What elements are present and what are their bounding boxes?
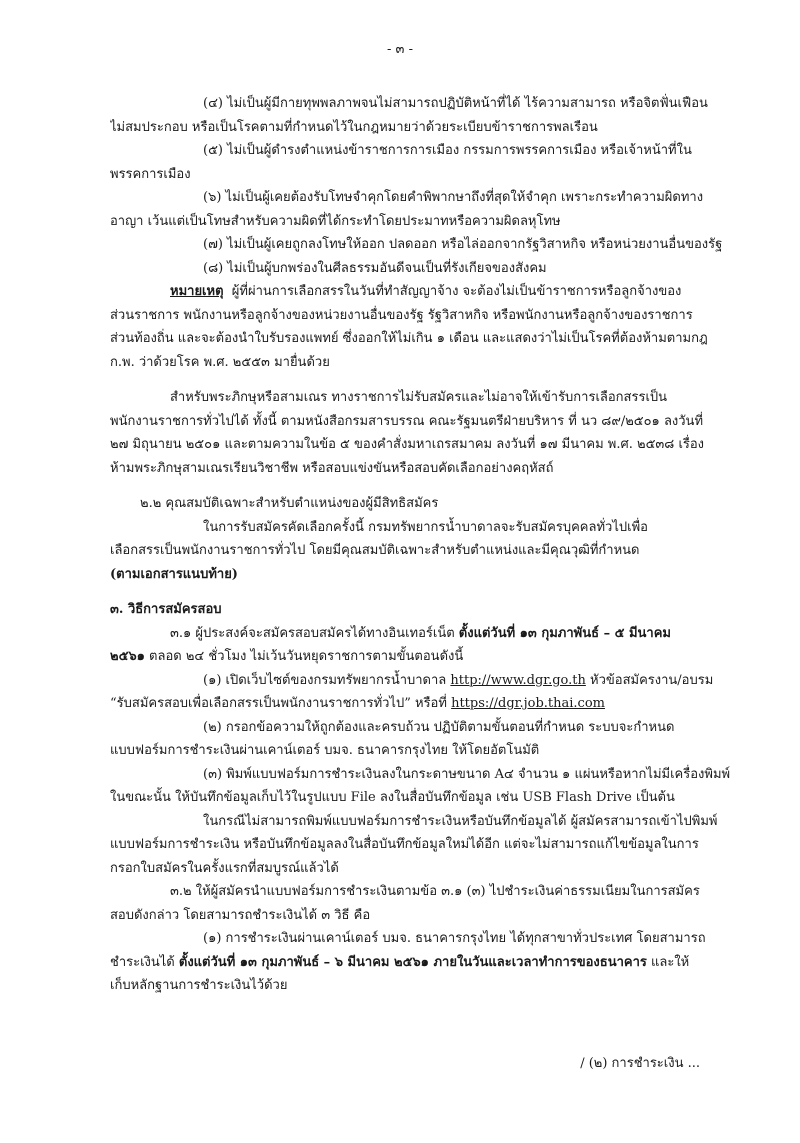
- case-line-2: แบบฟอร์มการชำระเงิน หรือบันทึกข้อมูลลงในสื่อบันทึกข้อมูลใหม่ได้อีก แต่จะไม่สามารถแก้ไขข้อมูลในการ: [110, 837, 699, 852]
- section-2-2-line-1: ในการรับสมัครคัดเลือกครั้งนี้ กรมทรัพยากรน้ำบาดาลจะรับสมัครบุคคลทั่วไปเพื่อ: [203, 519, 648, 535]
- case-line-3: กรอกใบสมัครในครั้งแรกที่สมบูรณ์แล้วได้: [110, 860, 339, 876]
- remark-line-4: ก.พ. ว่าด้วยโรค พ.ศ. ๒๕๕๓ มายื่นด้วย: [110, 354, 330, 370]
- item-7: (๗) ไม่เป็นผู้เคยถูกลงโทษให้ออก ปลดออก หรือไล่ออกจากรัฐวิสาหกิจ หรือหน่วยงานอื่นของรัฐ: [203, 237, 723, 252]
- payment-1-line-2: [110, 951, 740, 975]
- remark-line-1: [110, 280, 740, 304]
- monks-line-3: ๒๗ มิถุนายน ๒๕๐๑ และตามความในข้อ ๕ ของคำสั่งมหาเถรสมาคม ลงวันที่ ๑๗ มีนาคม พ.ศ. ๒๕๓๘ เรื่อง: [110, 437, 705, 452]
- remark-line-2: ส่วนราชการ พนักงานหรือลูกจ้างของหน่วยงานอื่นของรัฐ รัฐวิสาหกิจ หรือพนักงานหรือลูกจ้างของราชการ: [110, 307, 693, 323]
- payment-1-prefix: ชำระเงินได้: [110, 954, 179, 970]
- section-3-1-dates: ตั้งแต่วันที่ ๑๓ กุมภาพันธ์ – ๕ มีนาคม: [458, 625, 671, 641]
- step-3-line-2: ในขณะนั้น ให้บันทึกข้อมูลเก็บไว้ในรูปแบบ File ลงในสื่อบันทึกข้อมูล เช่น USB Flash Drive เป็นต้น: [110, 790, 675, 805]
- document-body: [110, 92, 740, 998]
- step-2-line-2: แบบฟอร์มการชำระเงินผ่านเคาน์เตอร์ บมจ. ธนาคารกรุงไทย ให้โดยอัตโนมัติ: [110, 743, 540, 758]
- remark-label: หมายเหตุ: [170, 284, 224, 299]
- monks-line-1: สำหรับพระภิกษุหรือสามเณร ทางราชการไม่รับสมัครและไม่อาจให้เข้ารับการเลือกสรรเป็น: [170, 390, 668, 405]
- item-5-line-1: (๕) ไม่เป็นผู้ดำรงตำแหน่งข้าราชการการเมือง กรรมการพรรคการเมือง หรือเจ้าหน้าที่ใน: [203, 143, 692, 158]
- step-2-line-1: (๒) กรอกข้อความให้ถูกต้องและครบถ้วน ปฏิบัติตามขั้นตอนที่กำหนด ระบบจะกำหนด: [203, 719, 675, 735]
- section-3-1-text: ๓.๑ ผู้ประสงค์จะสมัครสอบสมัครได้ทางอินเทอร์เน็ต: [170, 625, 459, 641]
- payment-1-dates: ตั้งแต่วันที่ ๑๓ กุมภาพันธ์ – ๖ มีนาคม ๒๕๖๑ ภายในวันและเวลาทำการของธนาคาร: [178, 954, 647, 970]
- step-1-line-1: [110, 669, 740, 693]
- section-2-2-line-2: เลือกสรรเป็นพนักงานราชการทั่วไป โดยมีคุณสมบัติเฉพาะสำหรับตำแหน่งและมีคุณวุฒิที่กำหนด: [110, 543, 640, 558]
- section-3-1-rest: ตลอด ๒๔ ชั่วโมง ไม่เว้นวันหยุดราชการตามขั้นตอนดังนี้: [144, 649, 464, 664]
- section-2-2-line-3: (ตามเอกสารแนบท้าย): [110, 566, 238, 582]
- step-1-menu-text: “รับสมัครสอบเพื่อเลือกสรรเป็นพนักงานราชการทั่วไป” หรือที่: [110, 696, 452, 711]
- step-1-text: (๑) เปิดเว็บไซต์ของกรมทรัพยากรน้ำบาดาล: [203, 672, 451, 688]
- section-3-1-line-2: [110, 645, 740, 669]
- item-4-line-2: ไม่สมประกอบ หรือเป็นโรคตามที่กำหนดไว้ในกฎหมายว่าด้วยระเบียบข้าราชการพลเรือน: [110, 119, 598, 135]
- step-3-line-1: (๓) พิมพ์แบบฟอร์มการชำระเงินลงในกระดาษขนาด A๔ จำนวน ๑ แผ่นหรือหากไม่มีเครื่องพิมพ์: [203, 766, 731, 782]
- item-5-line-2: พรรคการเมือง: [110, 166, 191, 182]
- monks-line-2: พนักงานราชการทั่วไปได้ ทั้งนี้ ตามหนังสือกรมสารบรรณ คณะรัฐมนตรีฝ่ายบริหาร ที่ นว ๘๙/๒๕๐๑ ลงวันที่: [110, 413, 704, 429]
- section-3-heading: ๓. วิธีการสมัครสอบ: [110, 602, 222, 617]
- item-4-line-1: (๔) ไม่เป็นผู้มีกายทุพพลภาพจนไม่สามารถปฏิบัติหน้าที่ได้ ไร้ความสามารถ หรือจิตฟั่นเฟือน: [203, 96, 708, 111]
- dgr-website-link[interactable]: http://www.dgr.go.th: [450, 672, 586, 688]
- monks-line-4: ห้ามพระภิกษุสามเณรเรียนวิชาชีพ หรือสอบแข่งขันหรือสอบคัดเลือกอย่างคฤหัสถ์: [110, 460, 554, 476]
- section-3-2-line-2: สอบดังกล่าว โดยสามารถชำระเงินได้ ๓ วิธี คือ: [110, 907, 371, 923]
- item-8: (๘) ไม่เป็นผู้บกพร่องในศีลธรรมอันดีจนเป็นที่รังเกียจของสังคม: [203, 260, 547, 276]
- continuation-note: / (๒) การชำระเงิน ...: [580, 1056, 700, 1071]
- step-1-line-2: [110, 692, 740, 716]
- remark-line-3: ส่วนท้องถิ่น และจะต้องนำใบรับรองแพทย์ ซึ่งออกให้ไม่เกิน ๑ เดือน และแสดงว่าไม่เป็นโรคที่ต้องห้ามตามกฎ: [110, 331, 708, 346]
- payment-1-line-3: เก็บหลักฐานการชำระเงินไว้ด้วย: [110, 978, 288, 993]
- step-1-topic: หัวข้อสมัครงาน/อบรม: [585, 672, 714, 688]
- page-number: - ๓ -: [387, 42, 413, 57]
- job-website-link[interactable]: https://dgr.job.thai.com: [451, 696, 605, 711]
- section-3-1-line-1: [110, 622, 740, 646]
- remark-line-1-text: ผู้ที่ผ่านการเลือกสรรในวันที่ทำสัญญาจ้าง จะต้องไม่เป็นข้าราชการหรือลูกจ้างของ: [231, 284, 682, 299]
- section-3-2-line-1: ๓.๒ ให้ผู้สมัครนำแบบฟอร์มการชำระเงินตามข้อ ๓.๑ (๓) ไปชำระเงินค่าธรรมเนียมในการสมัคร: [170, 884, 700, 899]
- item-6-line-2: อาญา เว้นแต่เป็นโทษสำหรับความผิดที่ได้กระทำโดยประมาทหรือความผิดลหุโทษ: [110, 213, 561, 229]
- item-6-line-1: (๖) ไม่เป็นผู้เคยต้องรับโทษจำคุกโดยคำพิพากษาถึงที่สุดให้จำคุก เพราะกระทำความผิดทาง: [203, 190, 704, 205]
- payment-1-line-1: (๑) การชำระเงินผ่านเคาน์เตอร์ บมจ. ธนาคารกรุงไทย ได้ทุกสาขาทั่วประเทศ โดยสามารถ: [203, 931, 706, 946]
- case-line-1: ในกรณีไม่สามารถพิมพ์แบบฟอร์มการชำระเงินหรือบันทึกข้อมูลได้ ผู้สมัครสามารถเข้าไปพิมพ์: [203, 813, 718, 829]
- section-2-2-heading: ๒.๒ คุณสมบัติเฉพาะสำหรับตำแหน่งของผู้มีสิทธิสมัคร: [140, 496, 439, 511]
- payment-1-suffix: และให้: [646, 954, 690, 970]
- section-3-1-year: ๒๕๖๑: [110, 649, 145, 664]
